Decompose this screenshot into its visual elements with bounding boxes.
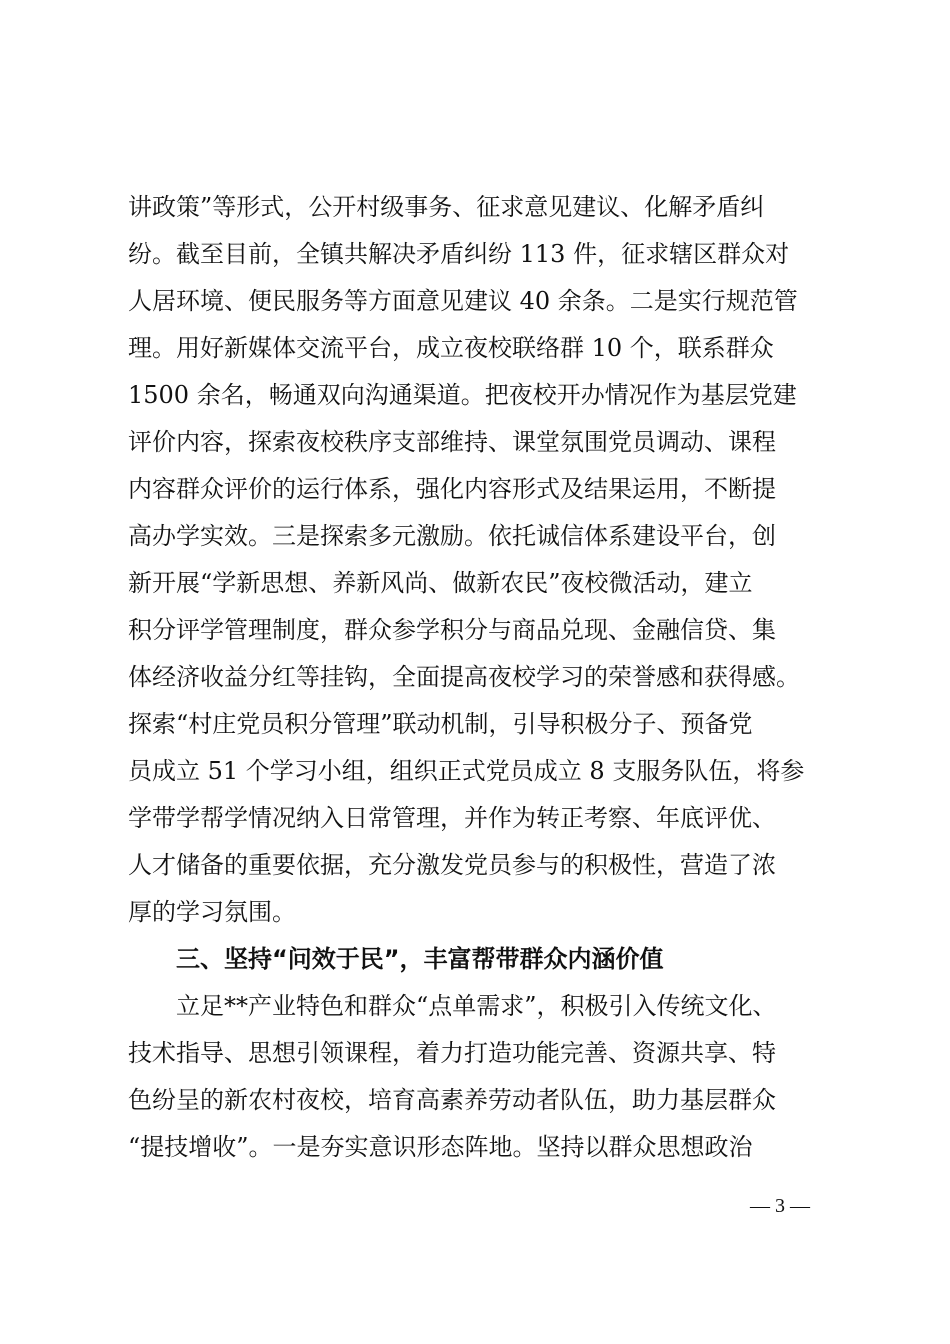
page-number: — 3 —: [750, 1195, 810, 1217]
text-line: 厚的学习氛围。: [128, 898, 296, 926]
text-line: 纷。截至目前，全镇共解决矛盾纠纷 113 件，征求辖区群众对: [128, 240, 790, 268]
text-line: 体经济收益分红等挂钩，全面提高夜校学习的荣誉感和获得感。: [128, 663, 800, 691]
text-line: “提技增收”。一是夯实意识形态阵地。坚持以群众思想政治: [128, 1133, 753, 1161]
text-line: 立足**产业特色和群众“点单需求”，积极引入传统文化、: [176, 992, 777, 1020]
text-line: 理。用好新媒体交流平台，成立夜校联络群 10 个，联系群众: [128, 334, 774, 362]
text-line: 1500 余名，畅通双向沟通渠道。把夜校开办情况作为基层党建: [128, 381, 797, 409]
section-heading: 三、坚持“问效于民”，丰富帮带群众内涵价值: [176, 945, 664, 973]
text-line: 员成立 51 个学习小组，组织正式党员成立 8 支服务队伍，将参: [128, 757, 805, 785]
text-line: 新开展“学新思想、养新风尚、做新农民”夜校微活动，建立: [128, 569, 753, 597]
text-line: 评价内容，探索夜校秩序支部维持、课堂氛围党员调动、课程: [128, 428, 776, 456]
text-line: 探索“村庄党员积分管理”联动机制，引导积极分子、预备党: [128, 710, 753, 738]
text-line: 学带学帮学情况纳入日常管理，并作为转正考察、年底评优、: [128, 804, 776, 832]
text-line: 积分评学管理制度，群众参学积分与商品兑现、金融信贷、集: [128, 616, 776, 644]
text-line: 内容群众评价的运行体系，强化内容形式及结果运用，不断提: [128, 475, 776, 503]
text-line: 技术指导、思想引领课程，着力打造功能完善、资源共享、特: [128, 1039, 776, 1067]
text-line: 色纷呈的新农村夜校，培育高素养劳动者队伍，助力基层群众: [128, 1086, 776, 1114]
text-line: 高办学实效。三是探索多元激励。依托诚信体系建设平台，创: [128, 522, 776, 550]
text-line: 讲政策”等形式，公开村级事务、征求意见建议、化解矛盾纠: [128, 193, 765, 221]
text-line: 人居环境、便民服务等方面意见建议 40 余条。二是实行规范管: [128, 287, 798, 315]
text-line: 人才储备的重要依据，充分激发党员参与的积极性，营造了浓: [128, 851, 776, 879]
